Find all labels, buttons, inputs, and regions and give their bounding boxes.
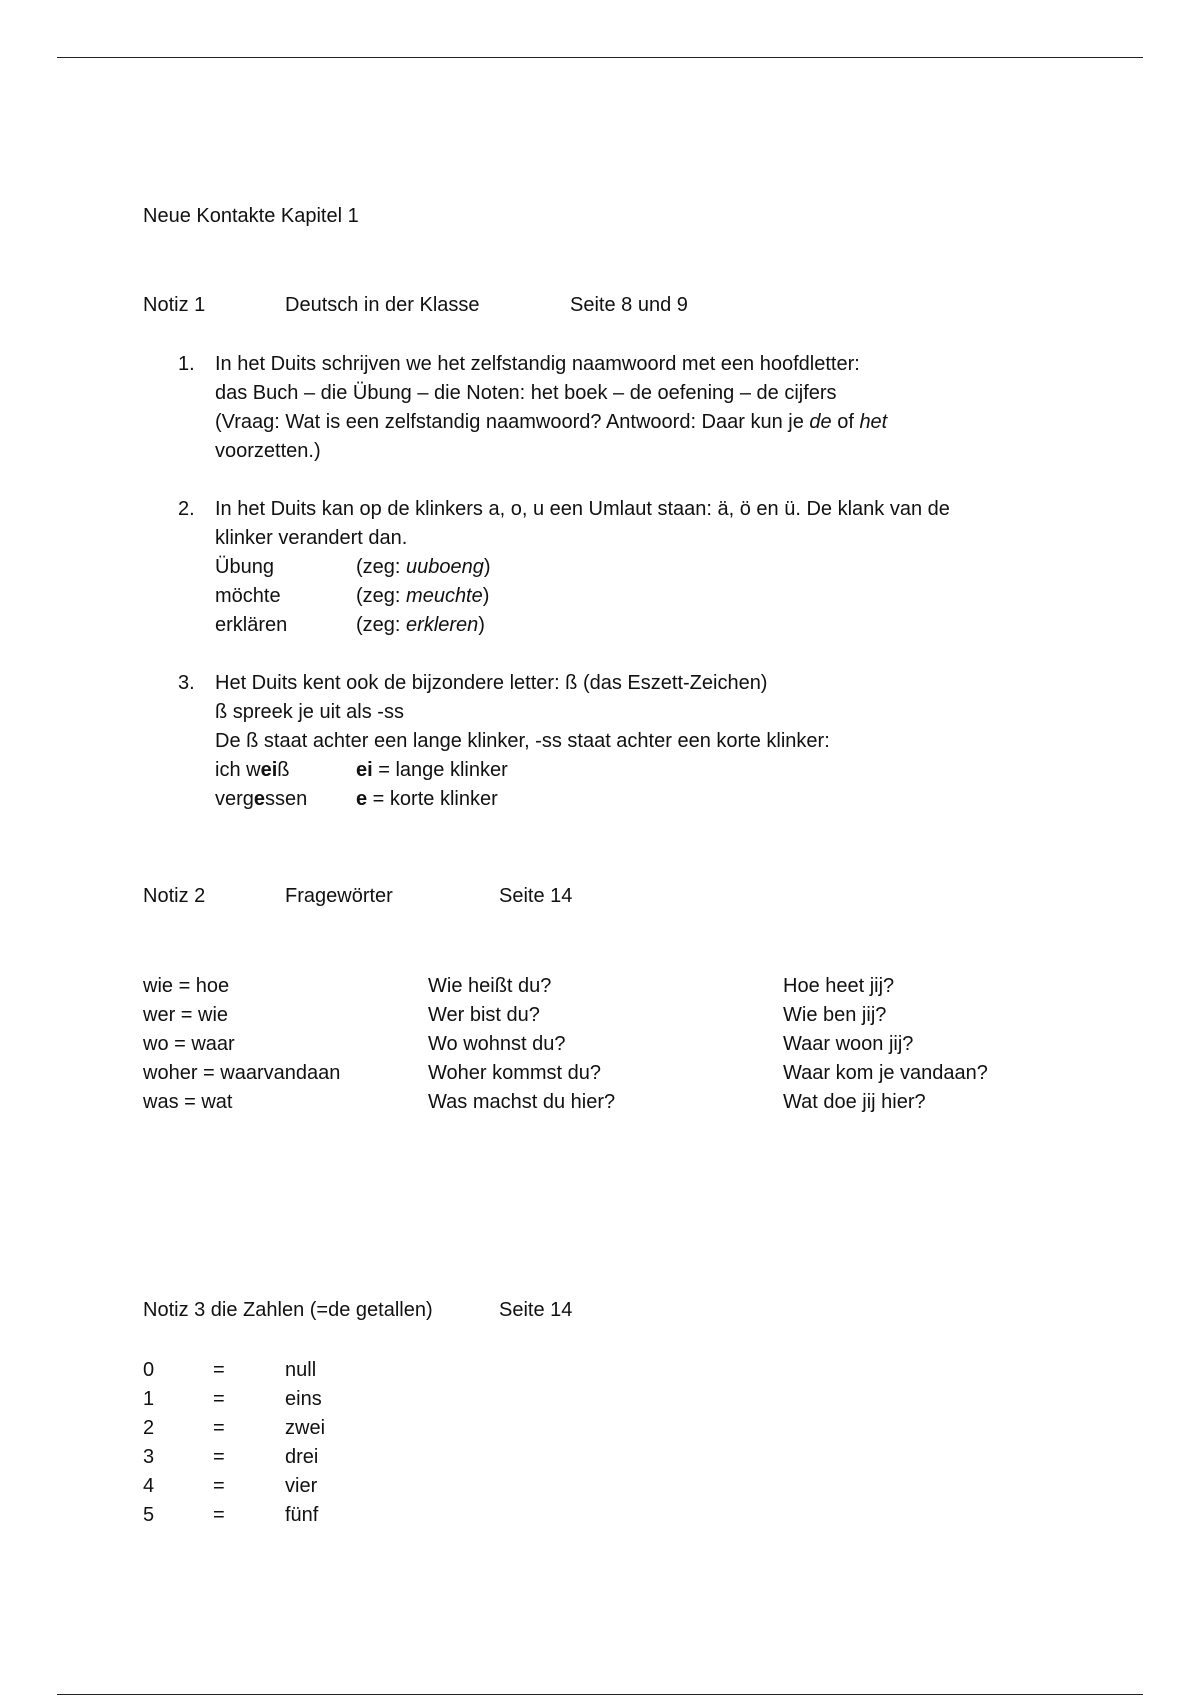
number-word: fünf <box>285 1504 319 1526</box>
hint-suffix: ) <box>478 614 485 636</box>
german-question: Wer bist du? <box>428 1004 540 1026</box>
number-word: eins <box>285 1388 322 1410</box>
bottom-rule <box>57 1694 1143 1695</box>
table-row <box>143 1001 988 1030</box>
text-line: In het Duits schrijven we het zelfstandig naamwoord met een hoofdletter: <box>215 353 860 375</box>
hint-prefix: (zeg: <box>356 585 407 607</box>
umlaut-example <box>215 582 950 611</box>
notiz1-label: Notiz 1 <box>143 294 206 316</box>
text-line: Het Duits kent ook de bijzondere letter: ß (das Eszett-Zeichen) <box>215 672 768 694</box>
table-row <box>143 1414 325 1443</box>
notiz1-heading <box>143 291 688 320</box>
table-row <box>143 1472 325 1501</box>
table-row <box>143 972 988 1001</box>
number-word: zwei <box>285 1417 326 1439</box>
list-number: 3. <box>178 672 195 694</box>
word-pair: wer = wie <box>143 1004 229 1026</box>
notiz1-page: Seite 8 und 9 <box>570 294 688 316</box>
text-line: In het Duits kan op de klinkers a, o, u een Umlaut staan: ä, ö en ü. De klank van de <box>215 498 950 520</box>
table-row <box>143 1088 988 1117</box>
number-word: vier <box>285 1475 318 1497</box>
dutch-question: Wie ben jij? <box>783 1004 887 1026</box>
example-word: Übung <box>215 556 274 578</box>
italic-run: de <box>809 411 832 433</box>
hint-suffix: ) <box>483 556 491 578</box>
word-pair: wo = waar <box>143 1033 235 1055</box>
notiz2-page: Seite 14 <box>499 885 573 907</box>
word-pair: wie = hoe <box>143 975 230 997</box>
table-row <box>143 1385 325 1414</box>
text-line: voorzetten.) <box>215 440 321 462</box>
notiz3-heading <box>143 1296 572 1325</box>
notiz1-topic: Deutsch in der Klasse <box>285 294 480 316</box>
notiz3-page: Seite 14 <box>499 1299 573 1321</box>
document-title: Neue Kontakte Kapitel 1 <box>143 205 359 227</box>
table-row <box>143 1356 325 1385</box>
dutch-question: Hoe heet jij? <box>783 975 895 997</box>
digit: 0 <box>143 1359 155 1381</box>
numbers-table <box>143 1356 325 1530</box>
list-item <box>178 495 950 640</box>
hint-prefix: (zeg: <box>356 556 407 578</box>
list-number: 1. <box>178 353 195 375</box>
notiz1-list <box>178 350 950 843</box>
equals-sign: = <box>213 1475 225 1497</box>
hint-prefix: (zeg: <box>356 614 407 636</box>
equals-sign: = <box>213 1504 225 1526</box>
table-row <box>143 1059 988 1088</box>
eszett-example <box>215 785 950 814</box>
digit: 4 <box>143 1475 155 1497</box>
digit: 3 <box>143 1446 155 1468</box>
notiz3-label: Notiz 3 die Zahlen (=de getallen) <box>143 1299 433 1321</box>
example-word <box>215 785 356 814</box>
word-pair: woher = waarvandaan <box>143 1062 341 1084</box>
vowel-description: = lange klinker <box>372 759 508 781</box>
text-line: De ß staat achter een lange klinker, -ss staat achter een korte klinker: <box>215 730 830 752</box>
german-question: Was machst du hier? <box>428 1091 616 1113</box>
table-row <box>143 1443 325 1472</box>
notiz2-topic: Fragewörter <box>285 885 393 907</box>
notiz2-label: Notiz 2 <box>143 885 206 907</box>
pronunciation-hint: uuboeng <box>406 556 484 578</box>
table-row <box>143 1501 325 1530</box>
vowel-label: ei <box>356 759 373 781</box>
equals-sign: = <box>213 1446 225 1468</box>
digit: 5 <box>143 1504 155 1526</box>
notiz2-heading <box>143 882 572 911</box>
italic-run: het <box>859 411 888 433</box>
question-words-table <box>143 972 988 1117</box>
vowel-description: = korte klinker <box>367 788 498 810</box>
dutch-question: Waar woon jij? <box>783 1033 914 1055</box>
hint-suffix: ) <box>482 585 490 607</box>
pronunciation-hint: erkleren <box>406 614 479 636</box>
bold-vowel: e <box>253 788 266 810</box>
eszett-example <box>215 756 950 785</box>
german-question: Wo wohnst du? <box>428 1033 566 1055</box>
german-question: Woher kommst du? <box>428 1062 602 1084</box>
list-item <box>178 350 950 466</box>
text-run: (Vraag: Wat is een zelfstandig naamwoord? Antwoord: Daar kun je <box>215 411 810 433</box>
digit: 2 <box>143 1417 155 1439</box>
text-line <box>215 408 950 437</box>
top-rule <box>57 57 1143 58</box>
text-run: ich w <box>215 759 261 781</box>
vowel-label: e <box>356 788 368 810</box>
equals-sign: = <box>213 1388 225 1410</box>
number-word: null <box>285 1359 317 1381</box>
list-number: 2. <box>178 498 195 520</box>
equals-sign: = <box>213 1417 225 1439</box>
text-run: of <box>831 411 860 433</box>
example-word: erklären <box>215 614 288 636</box>
text-line: ß spreek je uit als -ss <box>215 701 404 723</box>
number-word: drei <box>285 1446 319 1468</box>
text-run: ssen <box>265 788 308 810</box>
text-line: klinker verandert dan. <box>215 527 408 549</box>
table-row <box>143 1030 988 1059</box>
umlaut-example <box>215 553 950 582</box>
example-word <box>215 756 356 785</box>
text-run: verg <box>215 788 254 810</box>
pronunciation-hint: meuchte <box>406 585 483 607</box>
word-pair: was = wat <box>143 1091 233 1113</box>
equals-sign: = <box>213 1359 225 1381</box>
dutch-question: Wat doe jij hier? <box>783 1091 926 1113</box>
digit: 1 <box>143 1388 155 1410</box>
text-line: das Buch – die Übung – die Noten: het boek – de oefening – de cijfers <box>215 382 837 404</box>
dutch-question: Waar kom je vandaan? <box>783 1062 988 1084</box>
german-question: Wie heißt du? <box>428 975 552 997</box>
text-run: ß <box>277 759 290 781</box>
list-item <box>178 669 950 814</box>
bold-vowel: ei <box>260 759 278 781</box>
umlaut-example <box>215 611 950 640</box>
example-word: möchte <box>215 585 281 607</box>
